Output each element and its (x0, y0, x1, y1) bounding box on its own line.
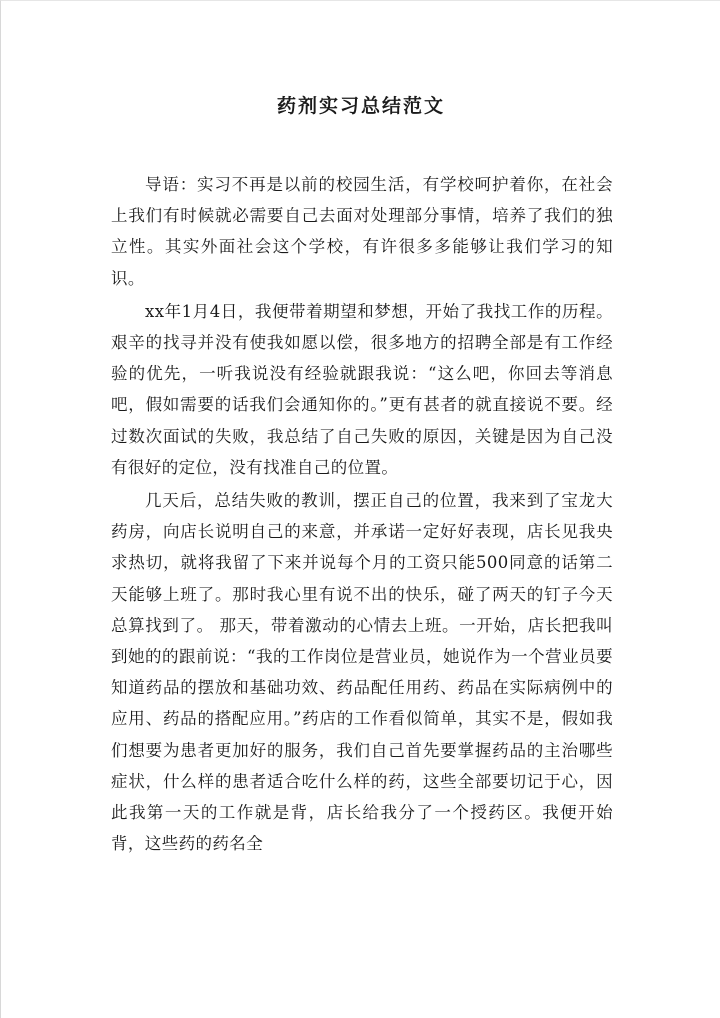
paragraph-pharmacy-work: 几天后，总结失败的教训，摆正自己的位置，我来到了宝龙大药房，向店长说明自己的来意，并承诺一定好好表现，店长见我央求热切，就将我留了下来并说每个月的工资只能500同意的话第二天能够上班了。那时我心里有说不出的快乐，碰了两天的钉子今天总算找到了。 那天，带着激动的心情去上班。一开始，店长把我叫到她的的跟前说：“我的工作岗位是营业员，她说作为一个营业员要知道药品的摆放和基础功效、药品配任用药、药品在实际病例中的应用、药品的搭配应用。”药店的工作看似简单，其实不是，假如我们想要为患者更加好的服务，我们自己首先要掌握药品的主治哪些症状，什么样的患者适合吃什么样的药，这些全部要切记于心，因此我第一天的工作就是背，店长给我分了一个授药区。我便开始背，这些药的药名全 (111, 491, 613, 854)
paragraph-job-search: xx年1月4日，我便带着期望和梦想，开始了我找工作的历程。艰辛的找寻并没有使我如愿以偿，很多地方的招聘全部是有工作经验的优先，一听我说没有经验就跟我说：“这么吧，你回去等消息吧，假如需要的话我们会通知你的。”更有甚者的就直接说不要。经过数次面试的失败，我总结了自己失败的原因，关键是因为自己没有很好的定位，没有找准自己的位置。 (111, 301, 613, 477)
document-body (111, 169, 613, 861)
paragraph-intro: 导语：实习不再是以前的校园生活，有学校呵护着你，在社会上我们有时候就必需要自己去面对处理部分事情，培养了我们的独立性。其实外面社会这个学校，有许很多多能够让我们学习的知识。 (111, 175, 613, 288)
document-title: 药剂实习总结范文 (276, 95, 445, 117)
